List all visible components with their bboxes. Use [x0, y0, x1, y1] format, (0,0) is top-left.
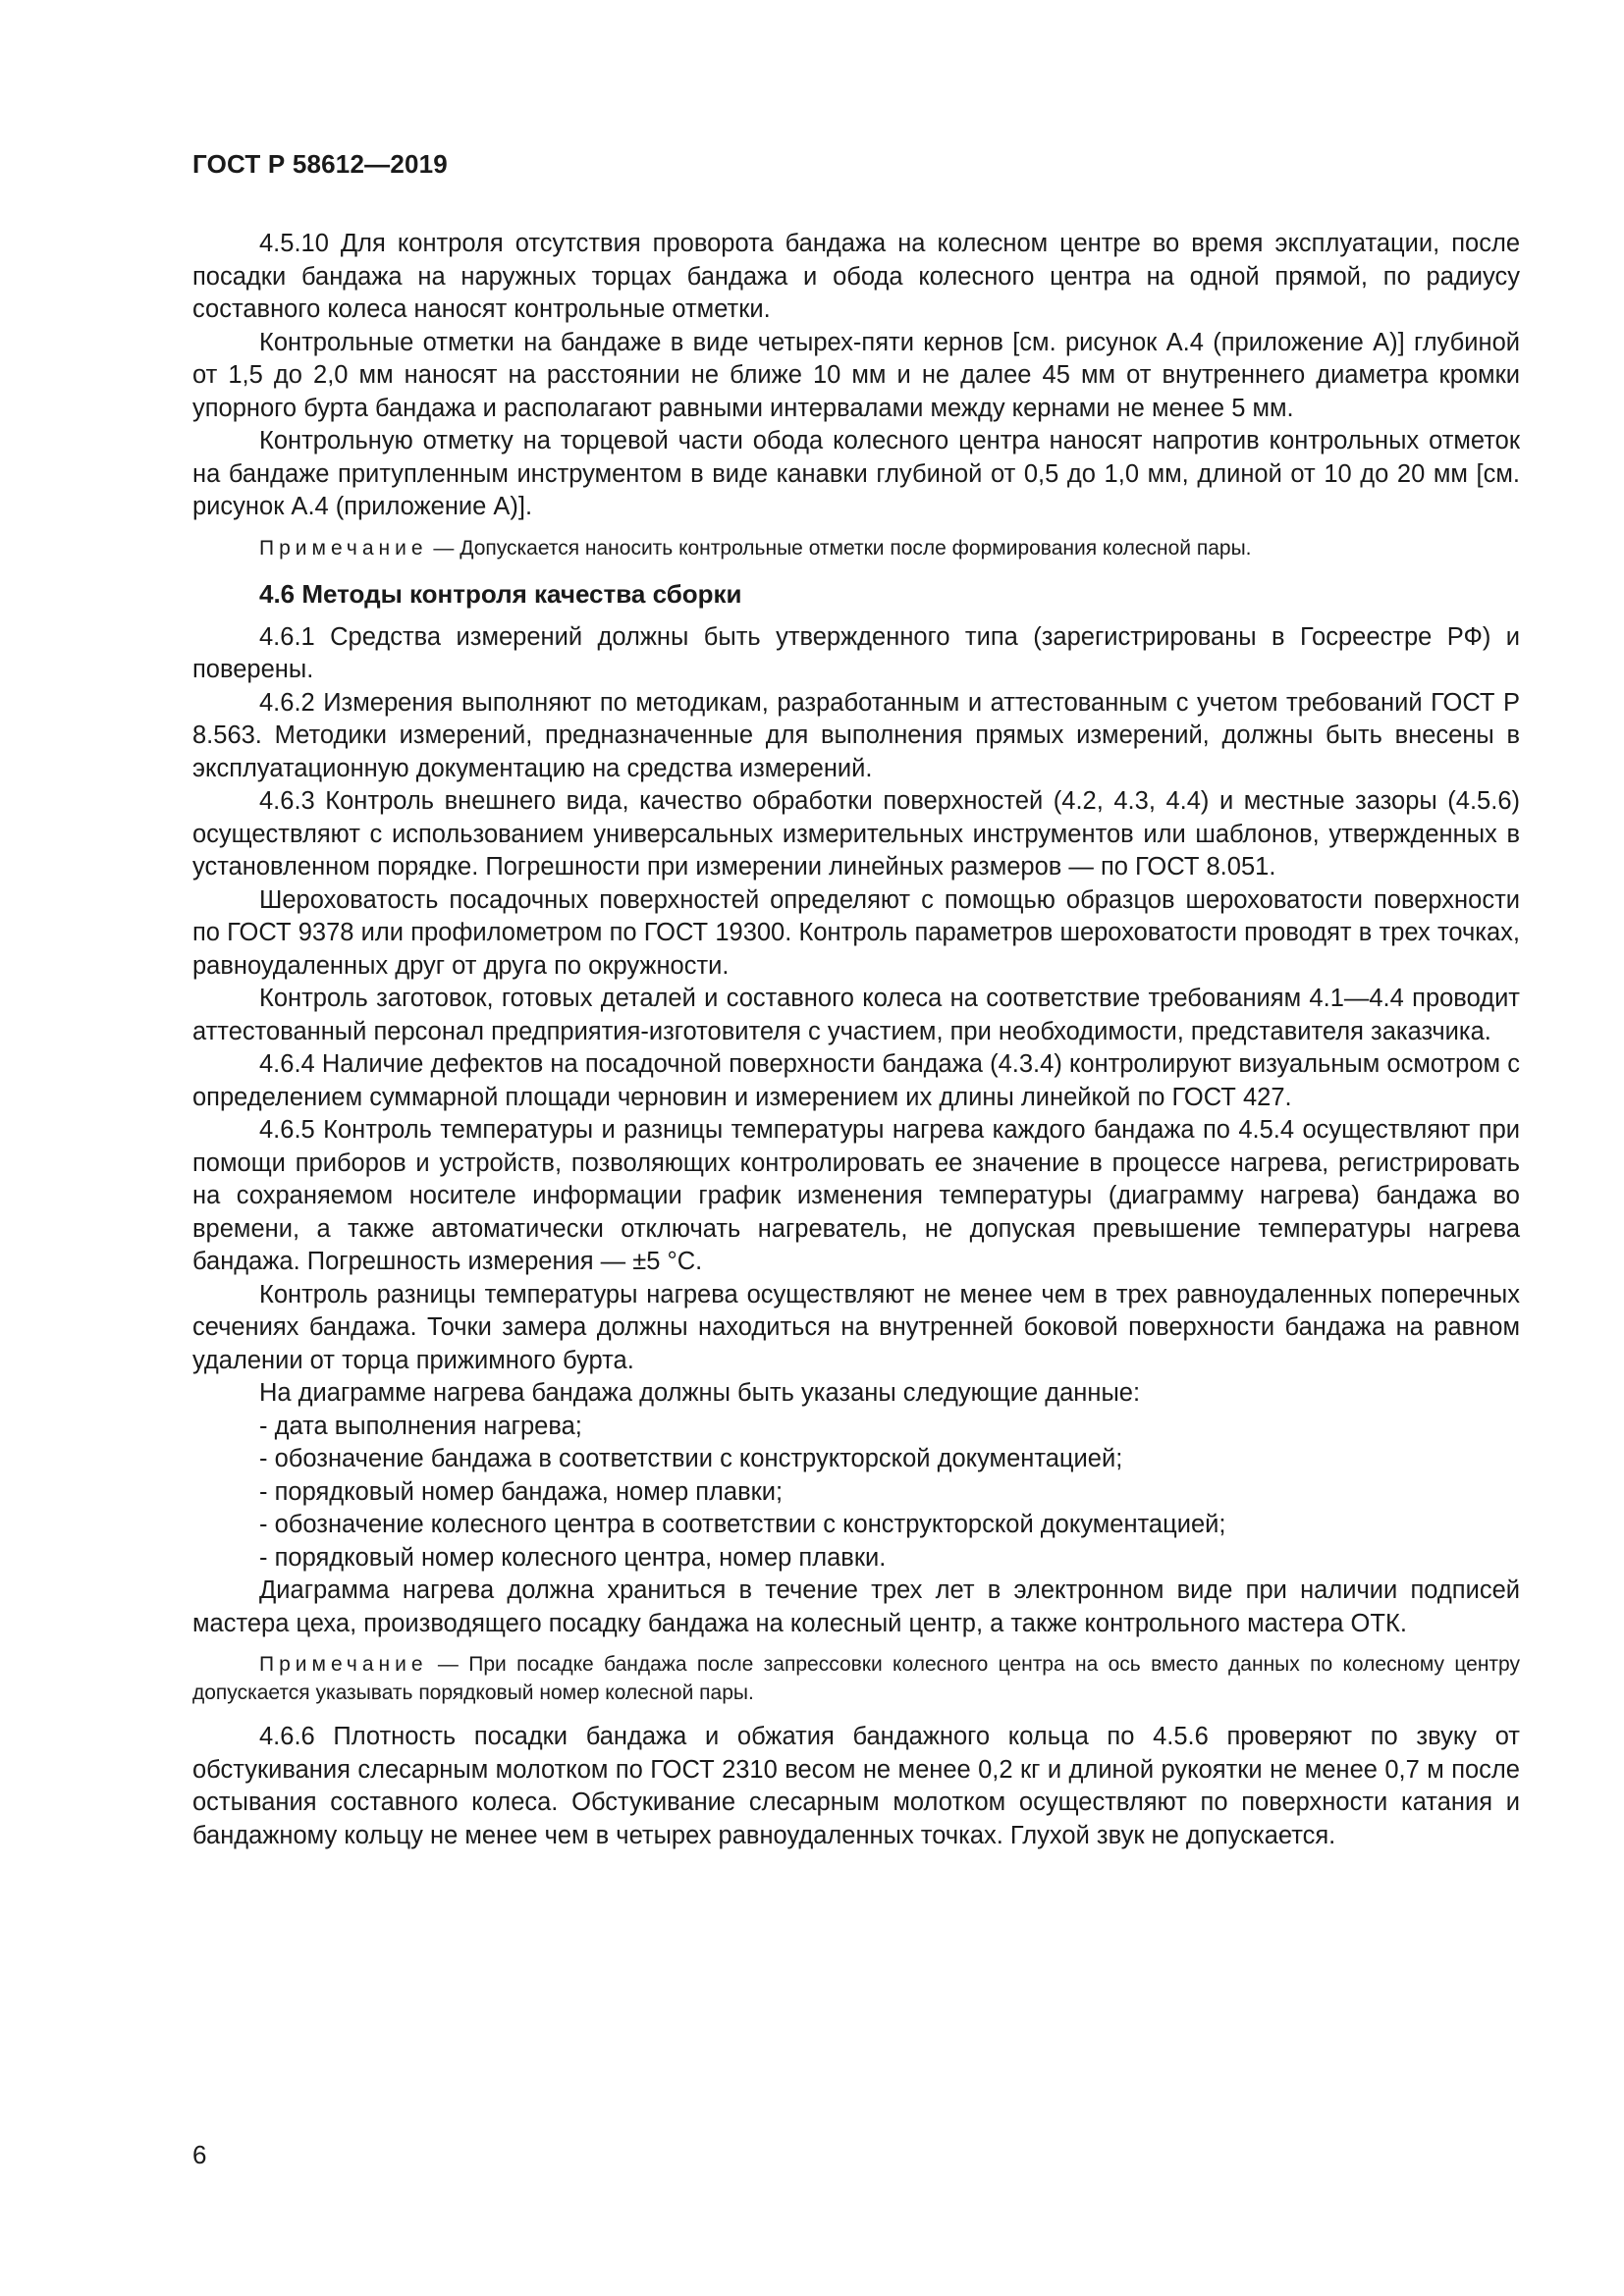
note-1 — [192, 534, 1520, 562]
note-label: Примечание — [259, 536, 428, 560]
list-item: - порядковый номер колесного центра, номер плавки. — [259, 1543, 887, 1572]
section-heading-4-6: 4.6 Методы контроля качества сборки — [259, 578, 742, 609]
paragraph-4-5-10: 4.5.10 Для контроля отсутствия проворота бандажа на колесном центре во время эксплуатации, после посадки бандажа на наружных торцах бандажа и обода колесного центра на одной прямой, по радиусу составного колеса наносят контрольные отметки. — [192, 230, 1520, 323]
paragraph-4-6-1: 4.6.1 Средства измерений должны быть утвержденного типа (зарегистрированы в Госреестре РФ) и поверены. — [192, 622, 1520, 683]
note-text: — Допускается наносить контрольные отметки после формирования колесной пары. — [427, 536, 1252, 560]
list-item: - дата выполнения нагрева; — [259, 1412, 582, 1440]
document-body — [192, 228, 1520, 1852]
document-page — [192, 147, 1520, 1852]
paragraph-4-6-3-inspection: Контроль заготовок, готовых деталей и составного колеса на соответствие требованиям 4.1—4.4 проводит аттестованный персонал предприятия-изготовителя с участием, при необходимости, представителя заказчика. — [192, 985, 1520, 1045]
paragraph-4-6-6: 4.6.6 Плотность посадки бандажа и обжатия бандажного кольца по 4.5.6 проверяют по звуку от обстукивания слесарным молотком по ГОСТ 2310 весом не менее 0,2 кг и длиной рукоятки не менее 0,7 м после остывания составного колеса. Обстукивание слесарным молотком осуществляют по поверхности катания и бандажному кольцу не менее чем в четырех равноудаленных точках. Глухой звук не допускается. — [192, 1723, 1520, 1849]
paragraph-4-6-5-diagram-intro: На диаграмме нагрева бандажа должны быть указаны следующие данные: — [259, 1379, 1141, 1407]
paragraph-4-5-10-control-marks: Контрольные отметки на бандаже в виде четырех-пяти кернов [см. рисунок А.4 (приложение А)] глубиной от 1,5 до 2,0 мм наносят на расстоянии не ближе 10 мм и не далее 45 мм от внутреннего диаметра кромки упорного бурта бандажа и располагают равными интервалами между кернами не менее 5 мм. — [192, 328, 1520, 422]
paragraph-4-6-2: 4.6.2 Измерения выполняют по методикам, разработанным и аттестованным с учетом требований ГОСТ Р 8.563. Методики измерений, предназначенные для выполнения прямых измерений, должны быть внесены в эксплуатационную документацию на средства измерений. — [192, 688, 1520, 782]
diagram-data-list — [192, 1411, 1520, 1575]
paragraph-4-6-3-roughness: Шероховатость посадочных поверхностей определяют с помощью образцов шероховатости поверхности по ГОСТ 9378 или профилометром по ГОСТ 19300. Контроль параметров шероховатости проводят в трех точках, равноудаленных друг от друга по окружности. — [192, 885, 1520, 980]
paragraph-4-6-5-difference: Контроль разницы температуры нагрева осуществляют не менее чем в трех равноудаленных поперечных сечениях бандажа. Точки замера должны находиться на внутренней боковой поверхности бандажа на равном удалении от торца прижимного бурта. — [192, 1280, 1520, 1374]
page-number: 6 — [192, 2140, 207, 2169]
document-header: ГОСТ Р 58612—2019 — [192, 149, 448, 179]
paragraph-4-6-3: 4.6.3 Контроль внешнего вида, качество обработки поверхностей (4.2, 4.3, 4.4) и местные зазоры (4.5.6) осуществляют с использованием универсальных измерительных инструментов или шаблонов, утвержденных в установленном порядке. Погрешности при измерении линейных размеров — по ГОСТ 8.051. — [192, 787, 1520, 881]
paragraph-4-6-5: 4.6.5 Контроль температуры и разницы температуры нагрева каждого бандажа по 4.5.4 осуществляют при помощи приборов и устройств, позволяющих контролировать ее значение в процессе нагрева, регистрировать на сохраняемом носителе информации график изменения температуры (диаграмму нагрева) бандажа во времени, а также автоматически отключать нагреватель, не допуская превышение температуры нагрева бандажа. Погрешность измерения — ±5 °С. — [192, 1116, 1520, 1275]
paragraph-4-5-10-rim-mark: Контрольную отметку на торцевой части обода колесного центра наносят напротив контрольных отметок на бандаже притупленным инструментом в виде канавки глубиной от 0,5 до 1,0 мм, длиной от 10 до 20 мм [см. рисунок А.4 (приложение А)]. — [192, 427, 1520, 520]
paragraph-4-6-4: 4.6.4 Наличие дефектов на посадочной поверхности бандажа (4.3.4) контролируют визуальным осмотром с определением суммарной площади черновин и измерением их длины линейкой по ГОСТ 427. — [192, 1050, 1520, 1111]
note-2 — [192, 1650, 1520, 1707]
list-item: - порядковый номер бандажа, номер плавки; — [259, 1477, 784, 1506]
note-label: Примечание — [259, 1653, 428, 1676]
list-item: - обозначение колесного центра в соответствии с конструкторской документацией; — [259, 1511, 1226, 1538]
note-text: — При посадке бандажа после запрессовки колесного центра на ось вместо данных по колесному центру допускается указывать порядковый номер колесной пары. — [192, 1653, 1520, 1704]
list-item: - обозначение бандажа в соответствии с конструкторской документацией; — [259, 1445, 1123, 1472]
paragraph-4-6-5-storage: Диаграмма нагрева должна храниться в течение трех лет в электронном виде при наличии подписей мастера цеха, производящего посадку бандажа на колесный центр, а также контрольного мастера ОТК. — [192, 1576, 1520, 1637]
